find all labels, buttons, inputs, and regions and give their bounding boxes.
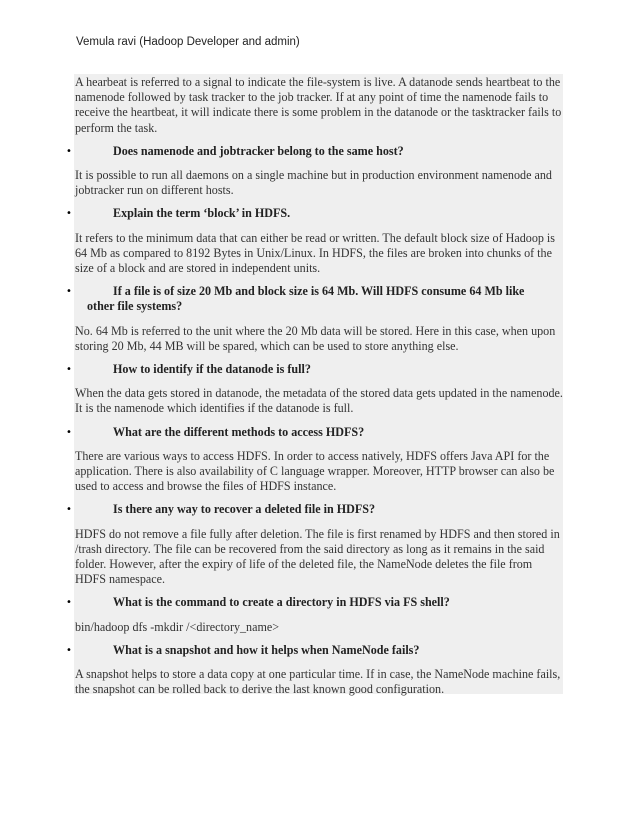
question-7 (66, 595, 563, 610)
bullet-icon: • (66, 426, 72, 438)
question-3 (66, 284, 563, 314)
question-4 (66, 362, 563, 377)
bullet-icon: • (66, 504, 72, 516)
question-2 (66, 206, 563, 221)
question-text: What are the different methods to access HDFS? (113, 424, 365, 439)
bullet-icon: • (66, 208, 72, 220)
question-5 (66, 424, 563, 440)
answer-5: There are various ways to access HDFS. In order to access natively, HDFS offers Java API for the application. There is also availability of C language wrapper. Moreover, HTTP browser can also be used to access and browse the files of HDFS instance. (75, 448, 555, 494)
question-text: What is the command to create a directory in HDFS via FS shell? (113, 595, 450, 610)
bullet-icon: • (66, 364, 72, 376)
question-text-line-2: other file systems? (87, 299, 183, 314)
answer-6: HDFS do not remove a file fully after deletion. The file is first renamed by HDFS and then stored in /trash directory. The file can be recovered from the said directory as long as it remains in the said folder. However, after the expiry of life of the deleted file, the NameNode deletes the file from HDFS namespace. (75, 526, 560, 587)
question-1 (66, 143, 563, 159)
answer-1: It is possible to run all daemons on a single machine but in production environment namenode and jobtracker run on different hosts. (75, 168, 552, 198)
bullet-icon: • (66, 597, 72, 609)
question-text-line-1: If a file is of size 20 Mb and block size is 64 Mb. Will HDFS consume 64 Mb like (113, 284, 525, 299)
question-text: Is there any way to recover a deleted file in HDFS? (113, 502, 375, 517)
answer-4: When the data gets stored in datanode, the metadata of the stored data gets updated in the namenode. It is the namenode which identifies if the datanode is full. (75, 386, 563, 416)
answer-7: bin/hadoop dfs -mkdir /<directory_name> (75, 619, 280, 634)
question-8 (66, 642, 563, 658)
question-text: What is a snapshot and how it helps when NameNode fails? (113, 642, 420, 657)
question-text: How to identify if the datanode is full? (113, 362, 311, 377)
answer-3: No. 64 Mb is referred to the unit where the 20 Mb data will be stored. Here in this case, when upon storing 20 Mb, 44 MB will be spared, which can be used to store anything else. (75, 323, 556, 353)
bullet-icon: • (66, 644, 72, 656)
question-text: Does namenode and jobtracker belong to the same host? (113, 143, 404, 158)
answer-8: A snapshot helps to store a data copy at one particular time. If in case, the NameNode machine fails, the snapshot can be rolled back to derive the last known good configuration. (75, 667, 561, 697)
bullet-icon: • (66, 145, 72, 157)
qa-content (66, 75, 563, 698)
page-header: Vemula ravi (Hadoop Developer and admin) (76, 36, 300, 48)
bullet-icon: • (66, 286, 72, 298)
intro-paragraph: A hearbeat is referred to a signal to indicate the file-system is live. A datanode sends heartbeat to the namenode followed by task tracker to the job tracker. If at any point of time the namenode fails to receive the heartbeat, it will indicate there is some problem in the datanode or the tasktracker fails to perform the task. (75, 75, 562, 135)
question-6 (66, 502, 563, 517)
answer-2: It refers to the minimum data that can either be read or written. The default block size of Hadoop is 64 Mb as compared to 8192 Bytes in Unix/Linux. In HDFS, the files are broken into chunks of the size of a block and are stored in independent units. (75, 230, 556, 276)
question-text: Explain the term ‘block’ in HDFS. (113, 206, 291, 221)
